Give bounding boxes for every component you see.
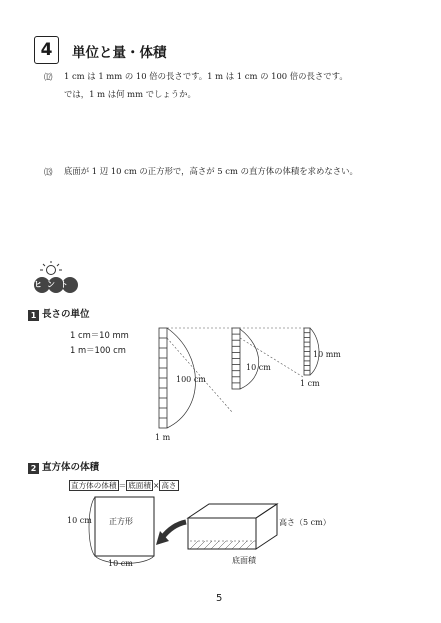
formula-times: × (152, 481, 160, 490)
label-1m: 1 m (155, 433, 171, 442)
conversion-m-cm: 1 m＝100 cm (70, 345, 126, 355)
brace-square-left (89, 497, 95, 556)
question-13-number: ⒀ (44, 168, 53, 178)
question-12-number: ⑿ (44, 73, 53, 83)
question-13-line-1: 底面が 1 辺 10 cm の正方形で，高さが 5 cm の直方体の体積を求めなさい。 (64, 166, 358, 176)
hint-1-title: 長さの単位 (42, 309, 90, 320)
formula-equals: ＝ (118, 481, 127, 490)
question-12-line-2: では，1 m は何 mm でしょうか。 (64, 89, 196, 99)
page-number: 5 (216, 593, 223, 604)
label-100cm: 100 cm (176, 375, 206, 384)
label-square-bottom: 10 cm (108, 559, 133, 568)
conversion-cm-mm: 1 cm＝10 mm (70, 330, 129, 340)
hint-2-title: 直方体の体積 (42, 462, 100, 473)
question-12-line-1: 1 cm は 1 mm の 10 倍の長さです。1 m は 1 cm の 100 倍の長さです。 (64, 71, 348, 81)
label-10cm: 10 cm (246, 363, 271, 372)
label-square-left: 10 cm (67, 516, 92, 525)
hint-2-number: 2 (28, 463, 39, 474)
label-height: 高さ（5 cm） (279, 518, 331, 527)
arrow-shaft (162, 522, 186, 538)
hint-badge-text: ヒント (34, 280, 73, 289)
formula-height: 高さ (161, 481, 177, 490)
label-10mm: 10 mm (313, 350, 341, 359)
section-title: 単位と量・体積 (72, 45, 167, 61)
hint-1-number: 1 (28, 310, 39, 321)
base-hatching (190, 541, 254, 549)
section-number: 4 (34, 36, 59, 64)
cuboid (188, 504, 277, 549)
formula-lhs: 直方体の体積 (71, 481, 117, 490)
label-square: 正方形 (109, 517, 133, 526)
label-base-area: 底面積 (232, 556, 256, 565)
formula-base: 底面積 (128, 481, 151, 490)
label-1cm: 1 cm (300, 379, 320, 388)
